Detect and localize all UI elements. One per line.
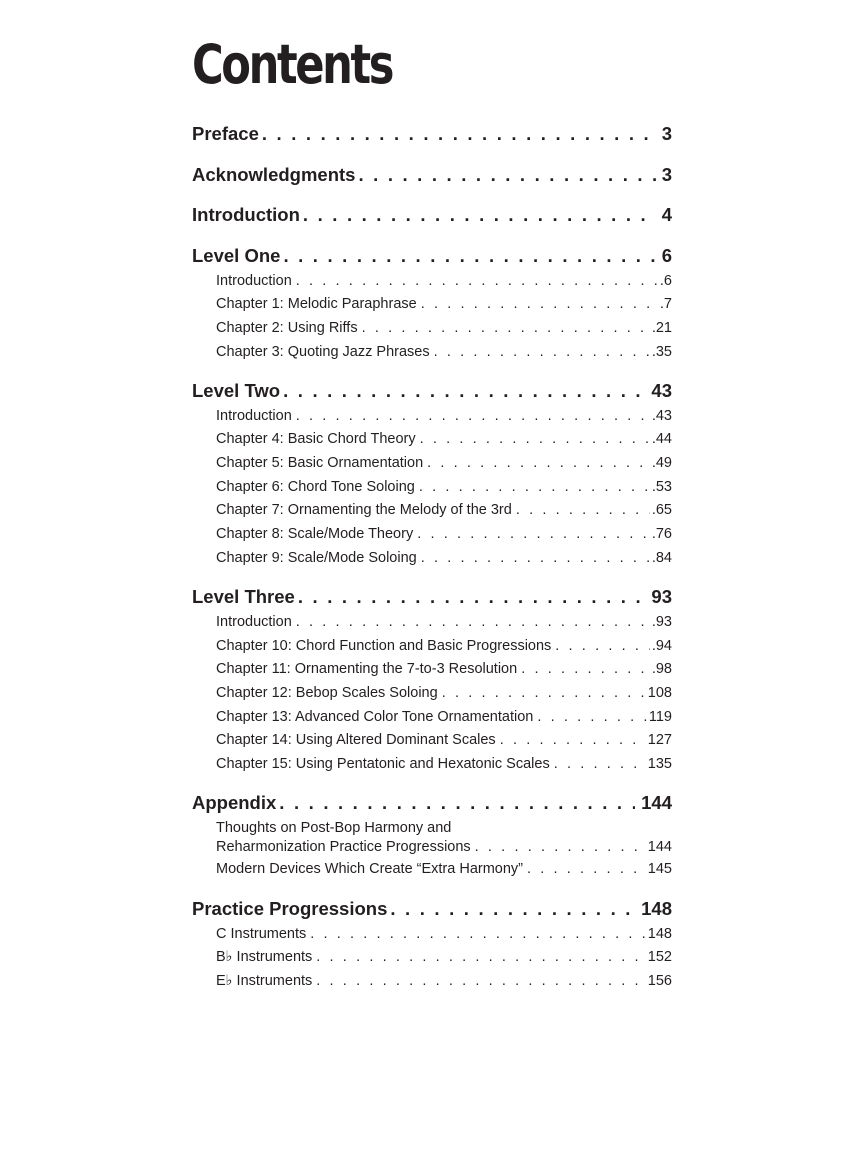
dot-leader xyxy=(310,924,646,944)
dot-leader xyxy=(283,244,655,268)
dot-leader xyxy=(420,429,650,449)
toc-entry-label: Chapter 5: Basic Ornamentation xyxy=(216,455,424,471)
toc-entry-label: Reharmonization Practice Progressions xyxy=(216,839,471,855)
toc-entry-chapter-4[interactable] xyxy=(216,429,672,449)
toc-entry-chapter-2[interactable] xyxy=(216,318,672,338)
toc-entry-level-three-introduction[interactable] xyxy=(216,612,672,632)
toc-entry-label: Introduction xyxy=(192,204,300,225)
toc-entry-label: Chapter 7: Ornamenting the Melody of the 3rd xyxy=(216,502,512,518)
toc-entry-chapter-13[interactable] xyxy=(216,707,672,727)
dot-leader xyxy=(262,122,656,146)
toc-entry-label: Chapter 3: Quoting Jazz Phrases xyxy=(216,344,430,360)
dot-leader xyxy=(555,636,650,656)
dot-leader xyxy=(537,707,647,727)
toc-entry-chapter-10[interactable] xyxy=(216,636,672,656)
toc-page-number: 145 xyxy=(647,861,672,877)
toc-page-number: .53 xyxy=(651,479,672,495)
toc-entry-label: Level Two xyxy=(192,380,281,401)
toc-entry-chapter-11[interactable] xyxy=(216,659,672,679)
toc-entry-label-line1: Thoughts on Post-Bop Harmony and xyxy=(216,820,452,836)
toc-entry-label: Level One xyxy=(192,245,281,266)
dot-leader xyxy=(390,897,635,921)
dot-leader xyxy=(527,859,646,879)
toc-page-number: 3 xyxy=(661,123,672,144)
dot-leader xyxy=(500,730,646,750)
toc-entry-chapter-12[interactable] xyxy=(216,683,672,703)
dot-leader xyxy=(421,548,650,568)
toc-entry-label: B♭ Instruments xyxy=(216,949,313,965)
toc-page-number: 6 xyxy=(661,245,672,266)
dot-leader xyxy=(283,379,645,403)
toc-entry-chapter-9[interactable] xyxy=(216,548,672,568)
toc-page-number: 148 xyxy=(641,898,672,919)
toc-entry-label: Modern Devices Which Create “Extra Harmony” xyxy=(216,861,524,877)
toc-entry-label: Chapter 4: Basic Chord Theory xyxy=(216,431,416,447)
dot-leader xyxy=(417,524,650,544)
toc-page-number: 148 xyxy=(647,926,672,942)
dot-leader xyxy=(296,271,658,291)
toc-page-number: .94 xyxy=(651,638,672,654)
dot-leader xyxy=(421,294,658,314)
dot-leader xyxy=(279,791,635,815)
toc-entry-acknowledgments[interactable] xyxy=(192,163,672,187)
toc-entry-level-two[interactable] xyxy=(192,379,672,403)
toc-entry-label: Introduction xyxy=(216,408,292,424)
toc-page-number: .7 xyxy=(659,296,672,312)
toc-page-number: 93 xyxy=(651,586,672,607)
toc-entry-label: Appendix xyxy=(192,792,277,813)
toc-entry-bb-instruments[interactable] xyxy=(216,947,672,967)
toc-page-number: .6 xyxy=(659,273,672,289)
dot-leader xyxy=(296,612,650,632)
toc-entry-chapter-8[interactable] xyxy=(216,524,672,544)
toc-entry-chapter-3[interactable] xyxy=(216,342,672,362)
toc-page-number: .76 xyxy=(651,526,672,542)
toc-entry-chapter-1[interactable] xyxy=(216,294,672,314)
dot-leader xyxy=(516,500,650,520)
toc-page-number: .35 xyxy=(651,344,672,360)
dot-leader xyxy=(475,837,646,857)
toc-entry-level-two-introduction[interactable] xyxy=(216,406,672,426)
toc-entry-level-one-introduction[interactable] xyxy=(216,271,672,291)
toc-page-number: 108 xyxy=(647,685,672,701)
dot-leader xyxy=(298,585,646,609)
dot-leader xyxy=(521,659,650,679)
toc-page-number: 4 xyxy=(661,204,672,225)
toc-entry-level-one[interactable] xyxy=(192,244,672,268)
toc-entry-label: Practice Progressions xyxy=(192,898,388,919)
toc-entry-label: Preface xyxy=(192,123,259,144)
toc-entry-label: E♭ Instruments xyxy=(216,973,313,989)
toc-page-number: 43 xyxy=(651,380,672,401)
toc-entry-label: Chapter 11: Ornamenting the 7-to-3 Resolution xyxy=(216,661,518,677)
toc-page-number: 152 xyxy=(647,949,672,965)
toc-entry-chapter-6[interactable] xyxy=(216,477,672,497)
toc-entry-label: Chapter 2: Using Riffs xyxy=(216,320,358,336)
toc-page-number: 135 xyxy=(647,756,672,772)
toc-entry-level-three[interactable] xyxy=(192,585,672,609)
toc-page-number: .93 xyxy=(651,614,672,630)
dot-leader xyxy=(316,947,646,967)
toc-entry-eb-instruments[interactable] xyxy=(216,971,672,991)
dot-leader xyxy=(362,318,650,338)
toc-entry-preface[interactable] xyxy=(192,122,672,146)
toc-page-number: 144 xyxy=(647,839,672,855)
toc-entry-label: Level Three xyxy=(192,586,295,607)
toc-page-number: 144 xyxy=(641,792,672,813)
dot-leader xyxy=(419,477,650,497)
toc-entry-label: C Instruments xyxy=(216,926,307,942)
dot-leader xyxy=(358,163,655,187)
toc-entry-chapter-14[interactable] xyxy=(216,730,672,750)
toc-entry-label: Chapter 15: Using Pentatonic and Hexatonic Scales xyxy=(216,756,550,772)
toc-page-number: .21 xyxy=(651,320,672,336)
dot-leader xyxy=(296,406,650,426)
toc-page-number: .43 xyxy=(651,408,672,424)
toc-entry-label: Chapter 10: Chord Function and Basic Progressions xyxy=(216,638,552,654)
toc-entry-c-instruments[interactable] xyxy=(216,924,672,944)
toc-entry-label: Chapter 8: Scale/Mode Theory xyxy=(216,526,414,542)
toc-page-number: .44 xyxy=(651,431,672,447)
toc-entry-chapter-5[interactable] xyxy=(216,453,672,473)
toc-entry-label: Acknowledgments xyxy=(192,164,356,185)
toc-page-number: .98 xyxy=(651,661,672,677)
toc-page-number: 3 xyxy=(661,164,672,185)
toc-entry-introduction[interactable] xyxy=(192,203,672,227)
toc-page-number: 119 xyxy=(648,709,672,725)
toc-entry-post-bop-harmony[interactable] xyxy=(216,819,672,859)
dot-leader xyxy=(316,971,646,991)
toc-entry-label: Chapter 6: Chord Tone Soloing xyxy=(216,479,415,495)
toc-entry-modern-devices[interactable] xyxy=(216,859,672,879)
toc-entry-label: Introduction xyxy=(216,273,292,289)
toc-entry-appendix[interactable] xyxy=(192,791,672,815)
dot-leader xyxy=(442,683,646,703)
dot-leader xyxy=(554,754,646,774)
toc-entry-label: Introduction xyxy=(216,614,292,630)
toc-entry-chapter-15[interactable] xyxy=(216,754,672,774)
dot-leader xyxy=(434,342,650,362)
toc-entry-label: Chapter 12: Bebop Scales Soloing xyxy=(216,685,438,701)
dot-leader xyxy=(303,203,656,227)
toc-entry-label: Chapter 9: Scale/Mode Soloing xyxy=(216,550,417,566)
toc-page-number: .65 xyxy=(651,502,672,518)
toc-entry-practice-progressions[interactable] xyxy=(192,897,672,921)
toc-entry-label: Chapter 14: Using Altered Dominant Scales xyxy=(216,732,496,748)
toc-page-number: 127 xyxy=(647,732,672,748)
toc-page-number: .49 xyxy=(651,455,672,471)
toc-entry-label: Chapter 13: Advanced Color Tone Ornamentation xyxy=(216,709,534,725)
page-title: Contents xyxy=(192,33,393,96)
toc-entry-label: Chapter 1: Melodic Paraphrase xyxy=(216,296,417,312)
toc-page-number: .84 xyxy=(651,550,672,566)
dot-leader xyxy=(427,453,650,473)
toc-page-number: 156 xyxy=(647,973,672,989)
toc-entry-chapter-7[interactable] xyxy=(216,500,672,520)
